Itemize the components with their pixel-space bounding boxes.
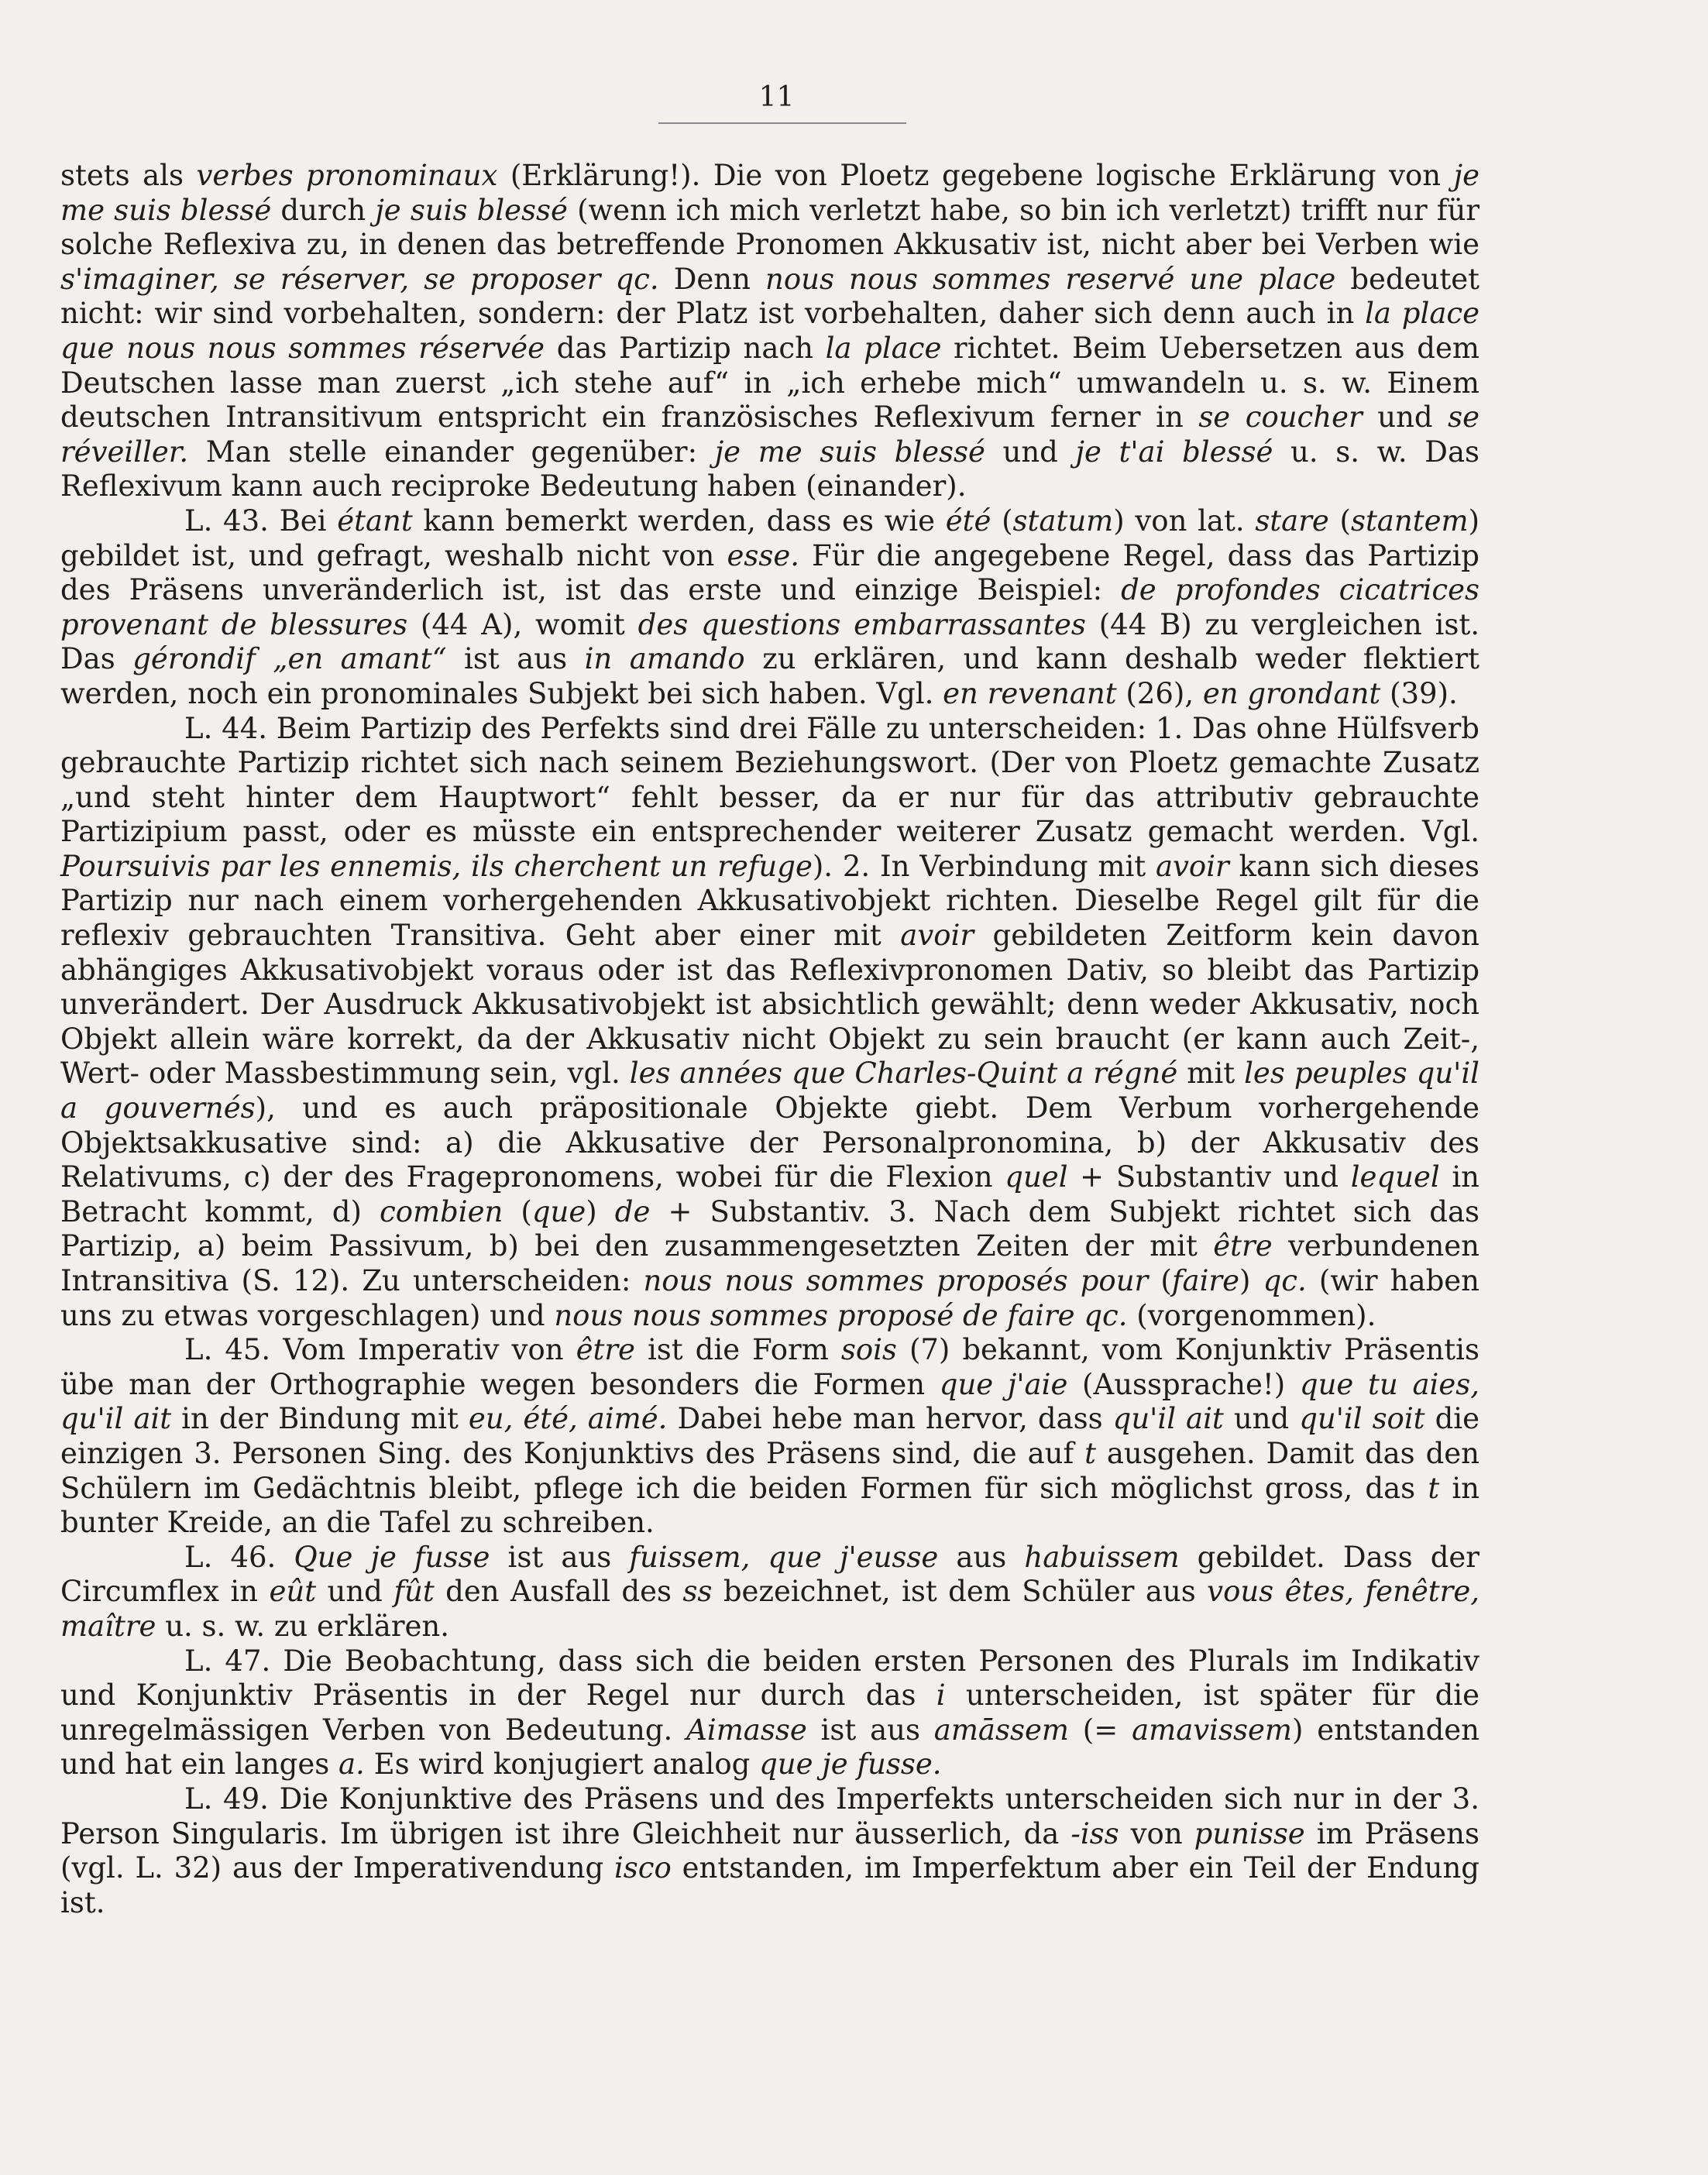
italic-run: i — [936, 1678, 946, 1713]
text-run: ) entstanden und hat ein langes — [60, 1713, 1479, 1782]
italic-run: combien — [379, 1194, 503, 1228]
text-run: ), und es auch präpositionale Objekte giebt. Dem Verbum vorhergehende Objektsakkusative sind: a) die Akkusative der Personalpronomina, b) der Akkusativ des Relativums, c) der des Fragepronomens, wobei für die Flexion — [60, 1091, 1480, 1194]
italic-run: amavissem — [1132, 1713, 1292, 1747]
text-run: ist aus — [806, 1713, 934, 1747]
text-run: und — [1223, 1402, 1300, 1436]
italic-run: en revenant — [943, 676, 1117, 710]
text-run: und — [985, 435, 1076, 469]
italic-run: ss — [682, 1575, 713, 1609]
text-run: bedeutet nicht: wir sind vorbehalten, sondern: der Platz ist vorbehalten, daher sich denn auch in — [60, 262, 1480, 331]
italic-run: t — [1084, 1436, 1096, 1470]
italic-run: vous êtes, fenêtre, maître — [60, 1575, 1479, 1643]
italic-run: eu, été, aimé. — [468, 1402, 668, 1436]
text-run: ) — [1239, 1264, 1263, 1297]
text-run: und — [316, 1575, 394, 1609]
italic-run: que je fusse. — [759, 1747, 942, 1782]
text-run: (wenn ich mich verletzt habe, so bin ich verletzt) trifft nur für solche Reflexiva zu, in denen das betreffende Pronomen Akkusativ ist, nicht aber bei Verben wie — [60, 193, 1480, 262]
page-number: 11 — [758, 81, 795, 113]
italic-run: je suis blessé — [375, 193, 568, 227]
italic-run: stare — [1255, 503, 1329, 538]
text-run: ist aus — [446, 642, 585, 676]
text-run: Dabei hebe man hervor, dass — [667, 1402, 1113, 1436]
text-run: Für die angegebene Regel, dass das Partizip des Präsens unveränderlich ist, ist das erste und einzige Beispiel: — [60, 538, 1479, 607]
italic-run: nous nous sommes proposés pour — [643, 1264, 1149, 1297]
italic-run: étant — [337, 503, 413, 538]
text-run: ist aus — [490, 1540, 630, 1574]
italic-run: punisse — [1194, 1816, 1305, 1850]
text-run: unterscheiden, ist später für die unregelmässigen Verben von Bedeutung. — [60, 1678, 1479, 1747]
italic-run: être — [576, 1333, 635, 1367]
text-run: (44 B) zu vergleichen ist. Das — [60, 607, 1480, 676]
text-run: gebildeten Zeitform kein davon abhängiges Akkusativobjekt voraus oder ist das Reflexivpronomen Dativ, so bleibt das Partizip unverändert. Der Ausdruck Akkusativobjekt ist absichtlich gewählt; denn weder Akkusativ, noch Objekt allein wäre korrekt, da der Akkusativ nicht Objekt zu sein braucht (er kann auch Zeit-, Wert- oder Massbestimmung sein, vgl. — [60, 919, 1480, 1091]
italic-run: in amando — [584, 642, 745, 676]
text-run: u. s. w. zu erklären. — [156, 1609, 450, 1643]
text-run: entstanden, im Imperfektum aber ein Teil der Endung ist. — [60, 1851, 1479, 1919]
italic-run: t — [1428, 1471, 1440, 1505]
italic-run: nous nous sommes proposé de faire qc. — [554, 1298, 1128, 1332]
text-run: ) von lat. — [1113, 503, 1256, 538]
italic-run: qc. — [1263, 1264, 1307, 1297]
text-run: (wir haben uns zu etwas vorgeschlagen) und — [60, 1264, 1479, 1332]
text-run: L. 46. — [184, 1540, 294, 1574]
italic-run: Poursuivis par les ennemis, ils cherchent un refuge — [60, 849, 813, 883]
text-run: (7) bekannt, vom Konjunktiv Präsentis übe man der Orthographie wegen besonders die Formen — [60, 1333, 1479, 1401]
italic-run: en grondant — [1202, 676, 1381, 710]
italic-run: les années que Charles-Quint a régné — [629, 1057, 1178, 1091]
italic-run: être — [1213, 1229, 1273, 1263]
text-run: bezeichnet, ist dem Schüler aus — [712, 1575, 1208, 1609]
text-run: von — [1119, 1816, 1194, 1850]
text-run: ausgehen. Damit das den Schülern im Gedächtnis bleibt, pflege ich die beiden Formen für sich möglichst gross, das — [60, 1436, 1479, 1505]
italic-run: isco — [613, 1851, 672, 1885]
italic-run: que — [531, 1194, 586, 1228]
text-run: (vorgenommen). — [1127, 1298, 1376, 1332]
paragraph — [60, 504, 1479, 712]
header-rule — [658, 122, 906, 124]
text-run: ( — [503, 1194, 532, 1228]
text-run: verbundenen Intransitiva (S. 12). Zu unterscheiden: — [60, 1229, 1479, 1297]
text-run: (26), — [1116, 676, 1203, 710]
italic-run: qu'il soit — [1299, 1402, 1425, 1436]
text-run: (Erklärung!). Die von Ploetz gegebene logische Erklärung von — [497, 159, 1454, 192]
italic-run: les peuples qu'il a gouvernés — [60, 1057, 1479, 1125]
text-run: richtet. Beim Uebersetzen aus dem Deutschen lasse man zuerst „ich stehe auf“ in „ich erhebe mich“ umwandeln u. s. w. Einem deutschen Intransitivum entspricht ein französisches Reflexivum ferner in — [60, 331, 1479, 435]
text-run: ( — [1148, 1264, 1172, 1297]
italic-run: sois — [840, 1333, 897, 1367]
italic-run: a. — [339, 1747, 365, 1782]
italic-run: eût — [269, 1575, 317, 1609]
text-run: + Substantiv und — [1067, 1160, 1351, 1194]
italic-run: été — [945, 503, 991, 538]
text-run: durch — [271, 193, 376, 227]
italic-run: que tu aies, qu'il ait — [60, 1367, 1479, 1436]
text-run: den Ausfall des — [434, 1575, 683, 1609]
italic-run: la place — [825, 331, 942, 365]
text-run: gebildet. Dass der Circumflex in — [60, 1540, 1479, 1609]
italic-run: esse. — [727, 538, 800, 572]
text-run: in Betracht kommt, d) — [60, 1160, 1480, 1228]
text-run: zu erklären, und kann deshalb weder flektiert werden, noch ein pronominales Subjekt bei sich haben. Vgl. — [60, 642, 1480, 710]
text-run: ( — [991, 503, 1013, 538]
text-run: + Substantiv. 3. Nach dem Subjekt richtet sich das Partizip, a) beim Passivum, b) bei den zusammengesetzten Zeiten der mit — [60, 1194, 1479, 1263]
italic-run: je me suis blessé — [714, 435, 985, 469]
italic-run: je t'ai blessé — [1075, 435, 1273, 469]
text-run: (39). — [1380, 676, 1458, 710]
italic-run: gérondif „en amant“ — [132, 642, 447, 676]
text-run: kann sich dieses Partizip nur nach einem vorhergehenden Akkusativobjekt richten. Dieselbe Regel gilt für die reflexiv gebrauchten Transitiva. Geht aber einer mit — [60, 849, 1479, 953]
italic-run: je me suis blessé — [60, 159, 1480, 227]
italic-run: verbes pronominaux — [196, 159, 498, 192]
italic-run: stantem — [1350, 503, 1469, 538]
text-run: ) gebildet ist, und gefragt, weshalb nicht von — [60, 503, 1479, 572]
text-run: das Partizip nach — [545, 331, 826, 365]
text-run: stets als — [60, 159, 197, 192]
italic-run: faire — [1171, 1264, 1239, 1297]
text-run: Denn — [658, 262, 766, 296]
text-run: L. 47. Die Beobachtung, dass sich die beiden ersten Personen des Plurals im Indikativ und Konjunktiv Präsentis in der Regel nur durch das — [60, 1644, 1479, 1713]
italic-run: avoir — [1155, 849, 1229, 883]
paragraph — [60, 159, 1479, 504]
text-run: (44 A), womit — [407, 607, 638, 641]
italic-run: -iss — [1071, 1816, 1119, 1850]
body-text — [60, 159, 1479, 1920]
text-run: im Präsens (vgl. L. 32) aus der Imperativendung — [60, 1816, 1479, 1885]
text-run: L. 49. Die Konjunktive des Präsens und des Imperfekts unterscheiden sich nur in der 3. Person Singularis. Im übrigen ist ihre Gleichheit nur äusserlich, da — [60, 1782, 1479, 1850]
text-run: ( — [1328, 503, 1351, 538]
paragraph — [60, 1782, 1479, 1920]
italic-run: Aimasse — [686, 1713, 807, 1747]
text-run: (= — [1068, 1713, 1132, 1747]
italic-run: avoir — [900, 919, 974, 953]
italic-run: de — [614, 1194, 651, 1228]
text-run: aus — [938, 1540, 1025, 1574]
italic-run: amāssem — [933, 1713, 1069, 1747]
italic-run: quel — [1005, 1160, 1068, 1194]
italic-run: de profondes cicatrices provenant de blessures — [60, 573, 1479, 641]
text-run: Man stelle einander gegenüber: — [188, 435, 715, 469]
text-run: L. 45. Vom Imperativ von — [184, 1333, 576, 1367]
text-run: ). 2. In Verbindung mit — [812, 849, 1156, 883]
italic-run: se coucher — [1198, 400, 1363, 435]
text-run: die einzigen 3. Personen Sing. des Konjunktivs des Präsens sind, die auf — [60, 1402, 1479, 1470]
italic-run: fuissem, que j'eusse — [629, 1540, 939, 1574]
text-run: in der Bindung mit — [171, 1402, 469, 1436]
italic-run: nous nous sommes reservé une place — [765, 262, 1336, 296]
text-run: (Aussprache!) — [1067, 1367, 1300, 1401]
italic-run: statum — [1012, 503, 1114, 538]
italic-run: qu'il ait — [1112, 1402, 1224, 1436]
italic-run: fût — [393, 1575, 435, 1609]
paragraph — [60, 1644, 1479, 1782]
text-run: mit — [1177, 1057, 1245, 1091]
paragraph — [60, 712, 1479, 1334]
paragraph — [60, 1541, 1479, 1644]
text-run: und — [1362, 400, 1449, 435]
text-run: ) — [586, 1194, 615, 1228]
paragraph — [60, 1333, 1479, 1541]
italic-run: des questions embarrassantes — [637, 607, 1086, 641]
italic-run: Que je fusse — [294, 1540, 490, 1574]
text-run: in bunter Kreide, an die Tafel zu schreiben. — [60, 1471, 1479, 1540]
text-run: ist die Form — [634, 1333, 841, 1367]
italic-run: habuissem — [1024, 1540, 1180, 1574]
italic-run: que j'aie — [939, 1367, 1068, 1401]
text-run: kann bemerkt werden, dass es wie — [412, 503, 946, 538]
italic-run: lequel — [1350, 1160, 1440, 1194]
text-run: Es wird konjugiert analog — [364, 1747, 760, 1782]
italic-run: se réveiller. — [60, 400, 1480, 469]
text-run: L. 44. Beim Partizip des Perfekts sind drei Fälle zu unterscheiden: 1. Das ohne Hülfsverb gebrauchte Partizip richtet sich nach seinem Beziehungswort. (Der von Ploetz gemachte Zusatz „und steht hinter dem Hauptwort“ fehlt besser, da er nur für das attributiv gebrauchte Partizipium passt, oder es müsste ein entsprechender weiterer Zusatz gemacht werden. Vgl. — [60, 711, 1479, 849]
italic-run: la place que nous nous sommes réservée — [60, 297, 1479, 365]
italic-run: s'imaginer, se réserver, se proposer qc. — [60, 262, 659, 296]
text-run: u. s. w. Das Reflexivum kann auch reciproke Bedeutung haben (einander). — [60, 435, 1480, 503]
text-run: L. 43. Bei — [184, 503, 338, 538]
